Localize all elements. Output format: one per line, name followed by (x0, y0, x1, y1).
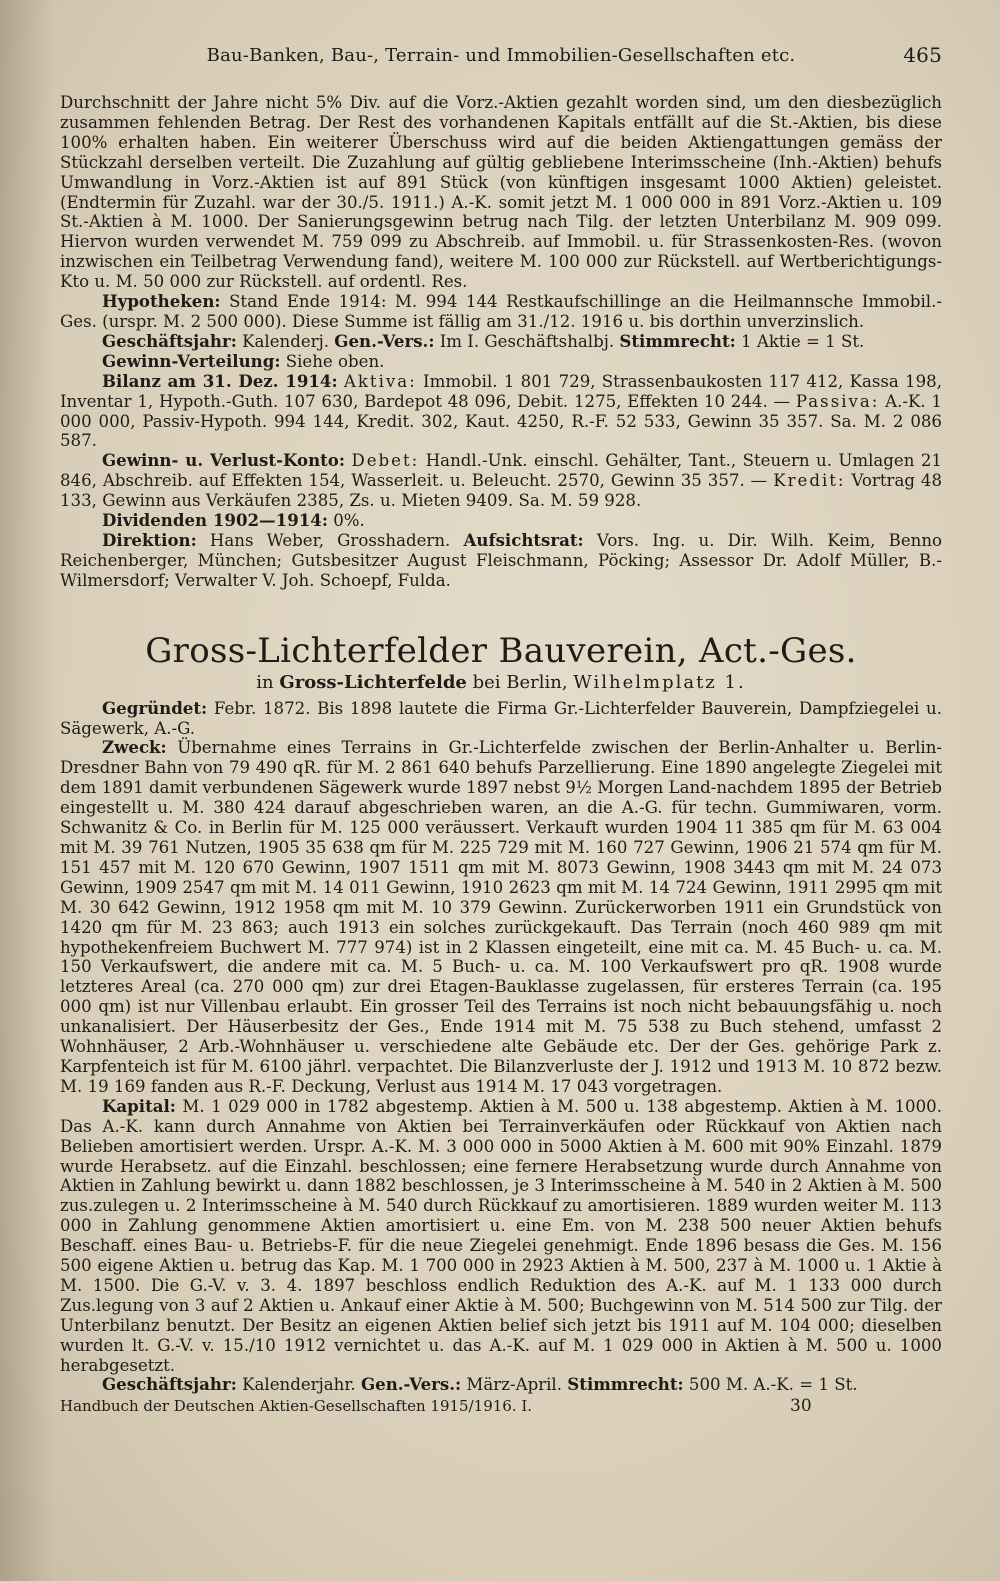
kredit-text: Vortrag 48 133, Gewinn aus Verkäufen 2385, Zs. u. Mieten 9409. Sa. M. 59 928. (60, 471, 943, 511)
debet-text: Handl.-Unk. einschl. Gehälter, Tant., Steuern u. Umlagen 21 846, Abschreib. auf Effekten 154, Wasserleit. u. Beleucht. 2570, Gewinn 35 357. — (60, 451, 942, 491)
direktion-text: Hans Weber, Grosshadern. (209, 530, 451, 550)
gegruendet-text: Febr. 1872. Bis 1898 lautete die Firma Gr.-Lichterfelder Bauverein, Dampfziegelei u. Sägewerk, A.-G. (60, 698, 942, 738)
kapital-paragraph (60, 1097, 942, 1376)
footer-book-title: Handbuch der Deutschen Aktien-Gesellschaften 1915/1916. I. (60, 1397, 533, 1416)
footer-sheet-number: 30 (790, 1396, 812, 1417)
kapital-text: M. 1 029 000 in 1782 abgestemp. Aktien à M. 500 u. 138 abgestemp. Aktien à M. 1000. Das A.-K. kann durch Annahme von Aktien bei Terrainverkäufen oder Rückkauf von Aktien nach Belieben amortisiert werden. Urspr. A.-K. M. 3 000 000 in 5000 Aktien à M. 600 mit 90% Einzahl. 1879 wurde Herabsetz. auf die Einzahl. beschlossen; eine fernere Herabsetzung wurde durch Annahme von Aktien in Zahlung bewirkt u. dann 1882 beschlossen, je 3 Interimsscheine à M. 540 in 2 Aktien à M. 500 zus.zulegen u. 2 Interimsscheine à M. 540 durch Rückkauf zu amortisieren. 1889 wurden weiter M. 113 000 in Zahlung genommene Aktien amortisiert u. eine Em. von M. 238 500 neuer Aktien behufs Beschaff. eines Bau- u. Betriebs-F. für die neue Ziegelei genehmigt. Ende 1896 besass die Ges. M. 156 500 eigene Aktien u. betrug das Kap. M. 1 700 000 in 2923 Aktien à M. 500, 237 à M. 1000 u. 1 Aktie à M. 1500. Die G.-V. v. 3. 4. 1897 beschloss endlich Reduktion des A.-K. auf M. 1 133 000 durch Zus.legung von 3 auf 2 Aktien u. Ankauf einer Aktie à M. 500; Buchgewinn von M. 514 500 zur Tilg. der Unterbilanz benutzt. Der Besitz an eigenen Aktien belief sich jetzt bis 1911 auf M. 104 000; dieselben wurden lt. G.-V. v. 15./10 1912 vernichtet u. das A.-K. auf M. 1 029 000 in Aktien à M. 500 u. 1000 herabgesetzt. (60, 1096, 942, 1375)
subtitle-address: Wilhelmplatz 1. (573, 671, 746, 693)
company-gen-vers-label: Gen.-Vers.: (360, 1374, 462, 1395)
bilanz-aktiva-text: Immobil. 1 801 729, Strassenbaukosten 117 412, Kassa 198, Inventar 1, Hypoth.-Guth. 107 630, Bardepot 48 096, Debit. 1275, Effekten 10 244. — (60, 371, 942, 411)
hypotheken-paragraph (60, 292, 942, 332)
kapital-label: Kapital: (102, 1095, 176, 1116)
gewinn-verteilung-text: Siehe oben. (285, 351, 385, 371)
geschaeftsjahr-label: Geschäftsjahr: (102, 330, 237, 351)
passiva-label: Passiva: (795, 391, 880, 411)
stimmrecht-label: Stimmrecht: (619, 330, 736, 351)
bilanz-label: Bilanz am 31. Dez. 1914: (102, 370, 338, 391)
continuation-paragraph: Durchschnitt der Jahre nicht 5% Div. auf die Vorz.-Aktien gezahlt worden sind, um den diesbezüglich zusammen fehlenden Betrag. Der Rest des vorhandenen Kapitals entfällt auf die St.-Aktien, bis diese 100% erhalten haben. Ein weiterer Überschuss wird auf die beiden Aktiengattungen gemäss der Stückzahl derselben verteilt. Die Zuzahlung auf gültig gebliebene Interimsscheine (Inh.-Aktien) behufs Umwandlung in Vorz.-Aktien ist auf 891 Stück (von künftigen insgesamt 1000 Aktien) geleistet. (Endtermin für Zuzahl. war der 30./5. 1911.) A.-K. somit jetzt M. 1 000 000 in 891 Vorz.-Aktien u. 109 St.-Aktien à M. 1000. Der Sanierungsgewinn betrug nach Tilg. der letzten Unterbilanz M. 909 099. Hiervon wurden verwendet M. 759 099 zu Abschreib. auf Immobil. u. für Strassenkosten-Res. (wovon inzwischen ein Teilbetrag Verwendung fand), weitere M. 100 000 zur Rückstell. auf Wertberichtigungs-Kto u. M. 50 000 zur Rückstell. auf ordentl. Res. (60, 93, 942, 292)
zweck-paragraph (60, 738, 942, 1096)
aktiva-label: Aktiva: (343, 371, 417, 391)
company-title: Gross-Lichterfelder Bauverein, Act.-Ges. (145, 630, 857, 671)
company-stimmrecht-text: 500 M. A.-K. = 1 St. (688, 1375, 858, 1395)
direktion-paragraph (60, 531, 942, 591)
running-header (60, 43, 942, 76)
hypotheken-text: Stand Ende 1914: M. 994 144 Restkaufschillinge an die Heilmannsche Immobil.-Ges. (urspr. M. 2 500 000). Diese Summe ist fällig am 31./12. 1916 u. bis dorthin unverzinslich. (60, 292, 942, 331)
geschaeftsjahr-text: Kalenderj. (242, 331, 330, 351)
bilanz-passiva-text: A.-K. 1 000 000, Passiv-Hypoth. 994 144, Kredit. 302, Kaut. 4250, R.-F. 52 533, Gewinn 35 357. Sa. M. 2 086 587. (60, 391, 942, 451)
geschaeftsjahr-paragraph (60, 332, 942, 352)
subtitle-rest: bei Berlin, (472, 671, 568, 693)
dividenden-text: 0%. (333, 511, 365, 531)
company-geschaeftsjahr-paragraph (60, 1375, 942, 1395)
company-geschaeftsjahr-text: Kalenderjahr. (242, 1375, 356, 1395)
gewinn-verteilung-label: Gewinn-Verteilung: (102, 350, 281, 371)
previous-company-section (60, 93, 942, 591)
gewinn-verlust-paragraph (60, 451, 942, 511)
page-footer (60, 1397, 942, 1419)
subtitle-in: in (256, 671, 274, 693)
zweck-label: Zweck: (102, 737, 167, 758)
gegruendet-label: Gegründet: (102, 697, 208, 718)
aufsichtsrat-text: Vors. Ing. u. Dir. Wilh. Keim, Benno Reichenberger, München; Gutsbesitzer August Fleischmann, Pöcking; Assessor Dr. Adolf Müller, B.-Wilmersdorf; Verwalter V. Joh. Schoepf, Fulda. (60, 530, 943, 590)
gewinn-verteilung-paragraph (60, 352, 942, 372)
company-subtitle (60, 671, 942, 695)
stimmrecht-text: 1 Aktie = 1 St. (741, 331, 865, 351)
company-gen-vers-text: März-April. (466, 1375, 563, 1395)
gegruendet-paragraph (60, 699, 942, 739)
hypotheken-label: Hypotheken: (102, 291, 221, 312)
kredit-label: Kredit: (773, 471, 846, 491)
company-section (60, 631, 942, 1396)
aufsichtsrat-label: Aufsichtsrat: (463, 529, 584, 550)
running-title: Bau-Banken, Bau-, Terrain- und Immobilien-Gesellschaften etc. (206, 45, 796, 66)
bilanz-paragraph (60, 372, 942, 452)
dividenden-paragraph (60, 511, 942, 531)
gen-vers-text: Im I. Geschäftshalbj. (439, 331, 615, 351)
subtitle-place: Gross-Lichterfelde (279, 671, 467, 693)
gen-vers-label: Gen.-Vers.: (334, 330, 435, 351)
company-geschaeftsjahr-label: Geschäftsjahr: (102, 1374, 237, 1395)
dividenden-label: Dividenden 1902—1914: (102, 510, 328, 531)
page-number: 465 (903, 43, 942, 67)
company-stimmrecht-label: Stimmrecht: (567, 1374, 684, 1395)
debet-label: Debet: (351, 451, 420, 471)
zweck-text: Übernahme eines Terrains in Gr.-Lichterfelde zwischen der Berlin-Anhalter u. Berlin-Dresdner Bahn von 79 490 qR. für M. 2 861 640 behufs Parzellierung. Eine 1890 angelegte Ziegelei mit dem 1891 damit verbundenen Sägewerk wurde 1897 nebst 9½ Morgen Land-nachdem 1895 der Betrieb eingestellt u. M. 380 424 darauf abgeschrieben waren, an die A.-G. für techn. Gummiwaren, vorm. Schwanitz & Co. in Berlin für M. 125 000 veräussert. Verkauft wurden 1904 11 385 qm für M. 63 004 mit M. 39 761 Nutzen, 1905 35 638 qm für M. 225 729 mit M. 160 727 Gewinn, 1906 21 574 qm für M. 151 457 mit M. 120 670 Gewinn, 1907 1511 qm mit M. 8073 Gewinn, 1908 3443 qm mit M. 24 073 Gewinn, 1909 2547 qm mit M. 14 011 Gewinn, 1910 2623 qm mit M. 14 724 Gewinn, 1911 2995 qm mit M. 30 642 Gewinn, 1912 1958 qm mit M. 10 379 Gewinn. Zurückerworben 1911 ein Grundstück von 1420 qm für M. 23 863; auch 1913 ein solches zurückgekauft. Das Terrain (noch 460 989 qm mit hypothekenfreiem Buchwert M. 777 974) ist in 2 Klassen eingeteilt, eine mit ca. M. 45 Buch- u. ca. M. 150 Verkaufswert, die andere mit ca. M. 5 Buch- u. ca. M. 100 Verkaufswert pro qR. 1908 wurde letzteres Areal (ca. 270 000 qm) zur drei Etagen-Bauklasse zugelassen, für ersteres Terrain (ca. 195 000 qm) ist nur Villenbau erlaubt. Ein grosser Teil des Terrains ist noch nicht bebauungsfähig u. noch unkanalisiert. Der Häuserbesitz der Ges., Ende 1914 mit M. 75 538 zu Buch stehend, umfasst 2 Wohnhäuser, 2 Arb.-Wohnhäuser u. verschiedene alte Gebäude etc. Der der Ges. gehörige Park z. Karpfenteich ist für M. 6100 jährl. verpachtet. Die Bilanzverluste der J. 1912 und 1913 M. 10 872 bezw. M. 19 169 fanden aus R.-F. Deckung, Verlust aus 1914 M. 17 043 vorgetragen. (60, 738, 942, 1096)
page-content (60, 43, 943, 1419)
direktion-label: Direktion: (102, 529, 197, 550)
gewinn-verlust-label: Gewinn- u. Verlust-Konto: (102, 450, 345, 471)
